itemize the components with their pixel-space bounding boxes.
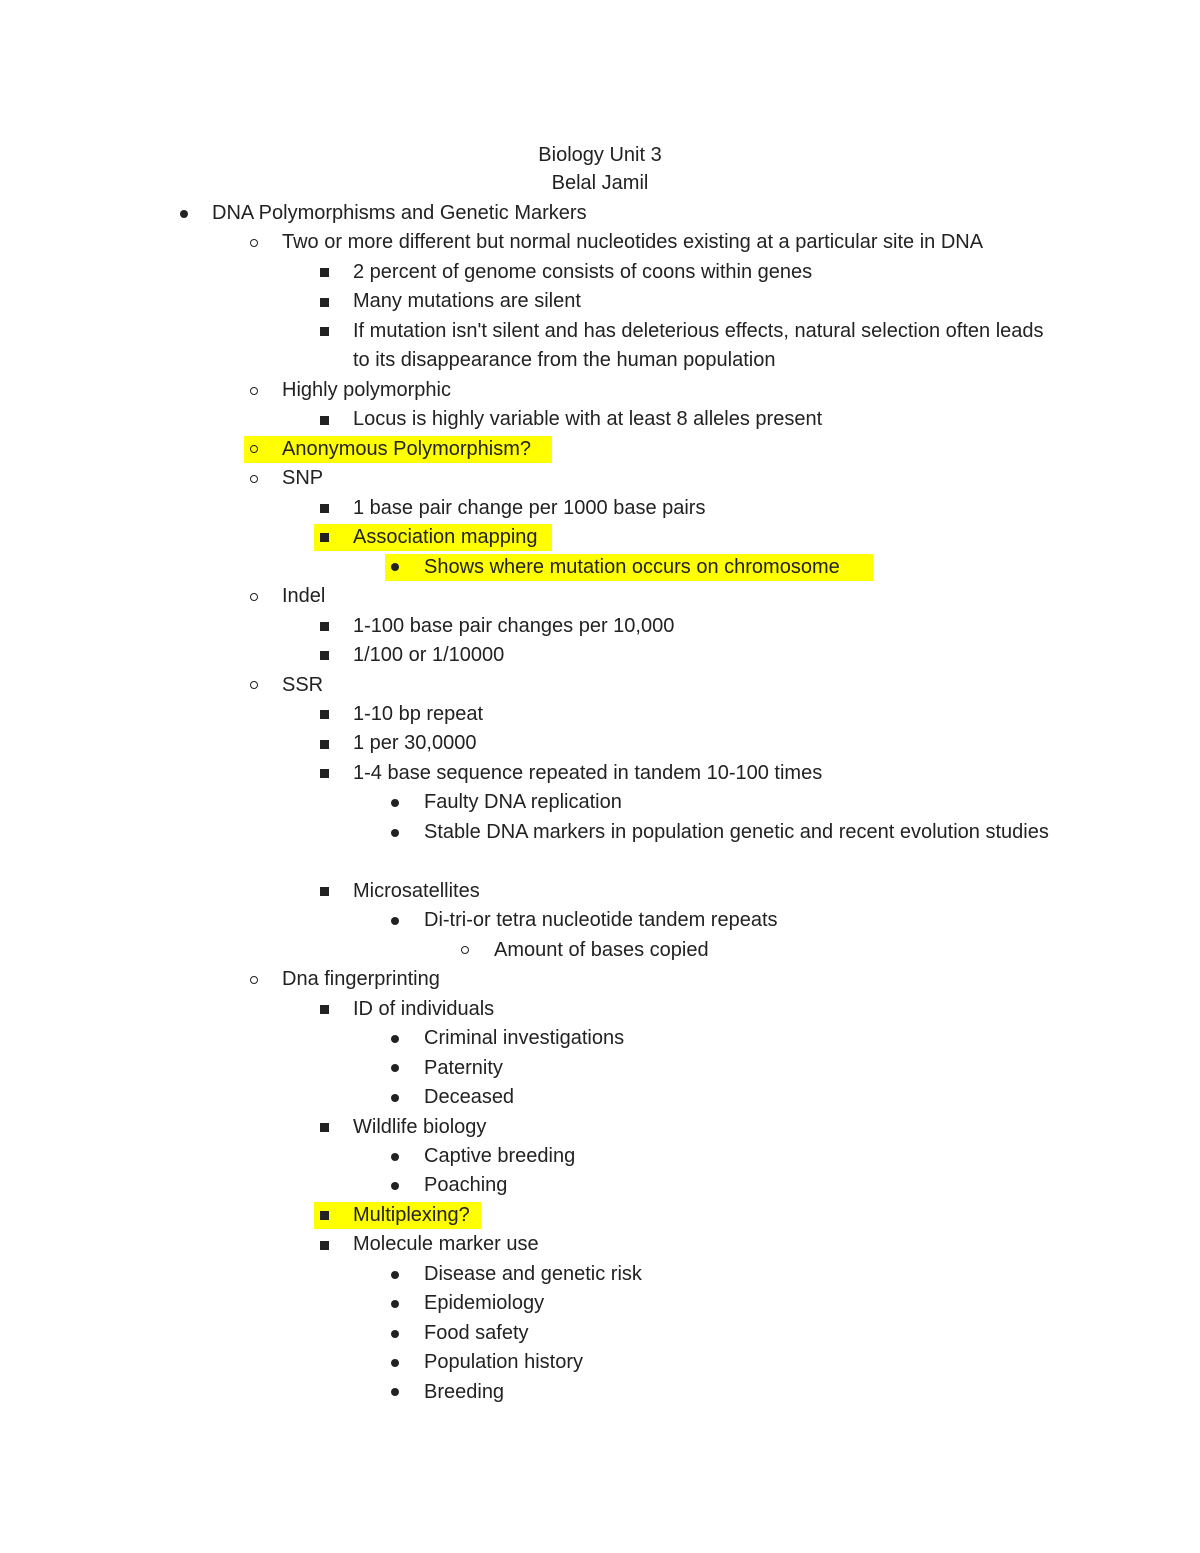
list-item-text: Breeding	[424, 1380, 505, 1403]
list-item-text: SNP	[282, 467, 324, 490]
list-item	[0, 1083, 1200, 1112]
list-item	[0, 818, 1200, 877]
list-item	[0, 317, 1200, 376]
list-item	[0, 995, 1200, 1024]
square-icon	[314, 1113, 334, 1142]
list-item-text: Di-tri-or tetra nucleotide tandem repeats	[424, 909, 778, 932]
ring-icon	[244, 582, 264, 611]
list-item-text: Disease and genetic risk	[424, 1262, 642, 1285]
disc-icon	[385, 1348, 405, 1377]
list-item	[0, 906, 1200, 935]
list-item-text: Shows where mutation occurs on chromosome	[424, 555, 840, 578]
ring-icon	[244, 228, 264, 257]
list-item	[0, 1348, 1200, 1377]
list-item-text: Many mutations are silent	[353, 290, 581, 313]
square-icon	[314, 317, 334, 346]
disc-icon	[385, 1260, 405, 1289]
list-item-text: Wildlife biology	[353, 1115, 487, 1138]
square-icon	[314, 1201, 334, 1230]
square-icon	[314, 729, 334, 758]
list-item-text: Criminal investigations	[424, 1027, 625, 1050]
disc-icon	[385, 1054, 405, 1083]
list-item-text: Indel	[282, 585, 326, 608]
list-item-text: 1-4 base sequence repeated in tandem 10-100 times	[353, 761, 823, 784]
list-item	[0, 435, 1200, 464]
list-item-text: Molecule marker use	[353, 1233, 539, 1256]
list-item-text: 1 base pair change per 1000 base pairs	[353, 496, 706, 519]
list-item	[0, 494, 1200, 523]
square-icon	[314, 995, 334, 1024]
list-item-text: Stable DNA markers in population genetic and recent evolution studies	[424, 820, 1049, 843]
outline-list	[0, 199, 1200, 1407]
list-item	[0, 936, 1200, 965]
disc-icon	[385, 1142, 405, 1171]
list-item	[0, 877, 1200, 906]
disc-icon	[385, 1319, 405, 1348]
list-item-text: Microsatellites	[353, 879, 480, 902]
disc-icon	[385, 1171, 405, 1200]
list-item	[0, 199, 1200, 228]
list-item	[0, 1171, 1200, 1200]
square-icon	[314, 1230, 334, 1259]
list-item-text: Multiplexing?	[353, 1203, 470, 1226]
disc-icon	[385, 906, 405, 935]
disc-icon	[385, 1378, 405, 1407]
ring-icon	[244, 464, 264, 493]
list-item	[0, 1024, 1200, 1053]
list-item	[0, 523, 1200, 552]
list-item	[0, 287, 1200, 316]
list-item-text: SSR	[282, 673, 324, 696]
list-item	[0, 1054, 1200, 1083]
square-icon	[314, 641, 334, 670]
list-item-text: 2 percent of genome consists of coons within genes	[353, 260, 813, 283]
document-title: Biology Unit 3	[538, 144, 662, 166]
ring-icon	[244, 376, 264, 405]
list-item	[0, 1319, 1200, 1348]
list-item	[0, 1113, 1200, 1142]
disc-icon	[385, 1289, 405, 1318]
list-item	[0, 1260, 1200, 1289]
ring-icon	[244, 965, 264, 994]
list-item	[0, 1142, 1200, 1171]
list-item	[0, 582, 1200, 611]
list-item	[0, 965, 1200, 994]
list-item-text: Food safety	[424, 1321, 529, 1344]
disc-icon	[385, 553, 405, 582]
list-item-text: Highly polymorphic	[282, 378, 451, 401]
list-item	[0, 258, 1200, 287]
list-item-text: Epidemiology	[424, 1292, 545, 1315]
square-icon	[314, 405, 334, 434]
list-item-text: Association mapping	[353, 526, 538, 549]
square-icon	[314, 258, 334, 287]
list-item-text: DNA Polymorphisms and Genetic Markers	[212, 202, 587, 224]
square-icon	[314, 759, 334, 788]
square-icon	[314, 523, 334, 552]
disc-icon	[385, 1083, 405, 1112]
square-icon	[314, 287, 334, 316]
ring-icon	[244, 435, 264, 464]
list-item-text: Dna fingerprinting	[282, 968, 440, 991]
list-item-text: Deceased	[424, 1086, 515, 1109]
disc-icon	[174, 199, 194, 228]
list-item	[0, 405, 1200, 434]
list-item-text: Captive breeding	[424, 1145, 576, 1167]
square-icon	[314, 877, 334, 906]
list-item-text: 1 per 30,0000	[353, 732, 477, 755]
list-item-text: Faulty DNA replication	[424, 791, 622, 814]
ring-icon	[244, 671, 264, 700]
disc-icon	[385, 788, 405, 817]
list-item-text: 1-10 bp repeat	[353, 702, 484, 725]
list-item-text: ID of individuals	[353, 997, 495, 1020]
list-item	[0, 759, 1200, 788]
ring-icon	[455, 936, 475, 965]
list-item	[0, 1289, 1200, 1318]
list-item	[0, 1201, 1200, 1230]
list-item-text: Two or more different but normal nucleotides existing at a particular site in DNA	[282, 231, 984, 254]
square-icon	[314, 612, 334, 641]
square-icon	[314, 700, 334, 729]
list-item-text: 1-100 base pair changes per 10,000	[353, 614, 675, 637]
list-item-text: Paternity	[424, 1056, 503, 1079]
list-item	[0, 641, 1200, 670]
square-icon	[314, 494, 334, 523]
disc-icon	[385, 818, 405, 847]
list-item	[0, 228, 1200, 257]
list-item	[0, 729, 1200, 758]
list-item-text: Amount of bases copied	[494, 938, 709, 961]
list-item	[0, 612, 1200, 641]
list-item	[0, 376, 1200, 405]
list-item	[0, 1230, 1200, 1259]
list-item-text: Poaching	[424, 1174, 508, 1197]
document-author: Belal Jamil	[551, 172, 649, 194]
list-item	[0, 700, 1200, 729]
disc-icon	[385, 1024, 405, 1053]
list-item	[0, 1378, 1200, 1407]
list-item	[0, 788, 1200, 817]
list-item-text: Anonymous Polymorphism?	[282, 437, 531, 460]
list-item-text: Locus is highly variable with at least 8 alleles present	[353, 408, 823, 431]
list-item	[0, 464, 1200, 493]
list-item	[0, 671, 1200, 700]
list-item	[0, 553, 1200, 582]
list-item-text: Population history	[424, 1351, 583, 1374]
list-item-text: 1/100 or 1/10000	[353, 644, 505, 667]
list-item-text: If mutation isn't silent and has deleterious effects, natural selection often leads to its disappearance from the human population	[353, 319, 1044, 372]
